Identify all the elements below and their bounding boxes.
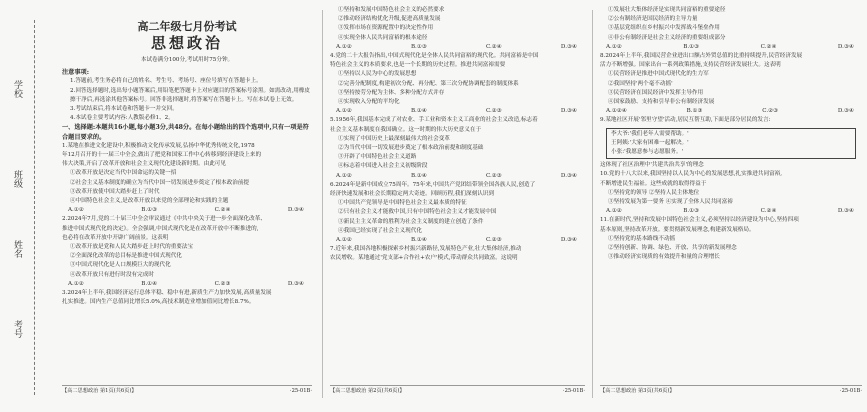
option-b: B.①④ xyxy=(410,237,427,244)
statement-line: ①坚持和发展中国特色社会主义的必然要求 xyxy=(338,7,445,13)
statement-line: ①中国共产党领导是中国特色社会主义最本质的特征 xyxy=(338,200,467,207)
option-d: D.③④ xyxy=(837,108,854,115)
statement-line: ②推动经济结构优化升级,促进高质量发展 xyxy=(338,16,441,23)
statement-line: ③改革开放使中国大踏步赶上了时代 xyxy=(70,188,160,195)
question-line: 7.近年来,我国各地积极探索乡村振兴新路径,发展特色产业,壮大集体经济,推动 xyxy=(330,246,522,253)
column-3 xyxy=(600,6,862,398)
statement-line: ③推动经济实现质的有效提升和量的合理增长 xyxy=(608,254,720,261)
exam-title: 高二年级七月份考试 xyxy=(137,20,237,33)
question-line: 1.某地在推进文化建设中,积极推动文化传承发展,弘扬中华优秀传统文化,1978 xyxy=(62,142,255,149)
option-b: B.①③ xyxy=(683,43,700,50)
statement-line: ②社会主义基本制度的确立为当代中国一切发展进步奠定了根本政治前提 xyxy=(70,179,250,186)
exam-meta: 本试卷满分100分,考试用时75分钟。 xyxy=(140,57,234,63)
option-a: A.①② xyxy=(336,172,352,179)
statement-line: ③基层党组织在乡村振兴中发挥战斗堡垒作用 xyxy=(608,25,720,32)
option-c: C.②④ xyxy=(760,208,777,215)
option-d: D.③④ xyxy=(560,237,577,244)
option-c: C.②③ xyxy=(485,108,502,115)
column-2 xyxy=(330,6,585,398)
option-a: A.①② xyxy=(336,237,352,244)
statement-line: ④中国特色社会主义,是改革开放以来党的全部理论和实践的主题 xyxy=(70,198,229,205)
binding-label-name: 姓名 xyxy=(12,240,22,258)
answer-options xyxy=(330,107,585,116)
column-divider xyxy=(322,10,323,398)
binding-label-number: 考号 xyxy=(12,320,22,338)
question-line: 11.在新时代,坚持和发展中国特色社会主义,必须坚持以经济建设为中心,坚持四项 xyxy=(600,217,799,224)
question-line: 3.2024年上半年,我国经济运行总体平稳、稳中有进,新质生产力加快发展,高质量发展 xyxy=(62,290,272,297)
question-line: 社会主义基本制度在我国确立。这一时期的伟大历史意义在于 xyxy=(330,126,482,133)
answer-options xyxy=(330,43,585,52)
binding-label-school: 学校 xyxy=(12,80,22,98)
statement-line: ③开辟了中国特色社会主义道路 xyxy=(338,154,417,161)
answer-options xyxy=(62,280,312,289)
statement-line: ②为当代中国一切发展进步奠定了根本政治前提和制度基础 xyxy=(338,145,484,152)
statement-line: ①坚持党的基本路线不动摇 xyxy=(608,235,676,242)
option-a: A.①② xyxy=(68,207,84,214)
option-c: C.②④ xyxy=(485,43,502,50)
binding-label-class: 班级 xyxy=(12,170,22,188)
question-line: 这体现了社区治理中'共建共治共享'的理念 xyxy=(600,162,704,169)
answer-options xyxy=(330,172,585,181)
statement-line: ③坚持按劳分配为主体、多种分配方式并存 xyxy=(338,89,445,96)
statement-line: ①民营经济是推进中国式现代化的生力军 xyxy=(608,71,709,78)
note-item: 1.答题前,考生务必将自己的姓名、考生号、考场号、座位号填写在答题卡上。 xyxy=(70,78,262,85)
quote-line: 王阿姨:'大家有困难一起解决。' xyxy=(611,139,689,146)
answer-options xyxy=(600,43,862,52)
note-item: 3.考试结束后,将本试卷和答题卡一并交回。 xyxy=(70,106,178,113)
question-line: 扎实推进。国内生产总值同比增长5.0%,高技术制造业增加值同比增长8.7%。 xyxy=(62,299,255,306)
option-c: C.②③ xyxy=(485,237,502,244)
statement-line: ①坚持党的领导 ②坚持人民主体地位 xyxy=(608,189,700,196)
option-b: B.①④ xyxy=(410,108,427,115)
option-c: C.②④ xyxy=(760,43,777,50)
statement-line: ④实现全体人民共同富裕的根本途径 xyxy=(338,34,428,41)
question-line: 5.1956年,我国基本完成了对农业、手工业和资本主义工商业的社会主义改造,标志着 xyxy=(330,117,538,124)
statement-line: ①坚持以人民为中心的发展思想 xyxy=(338,71,417,78)
footer-page-label: 【高二思想政治 第1页(共6页)】 xyxy=(62,387,137,394)
option-d: D.③④ xyxy=(560,108,577,115)
footer-page-label: 【高二思想政治 第2页(共6页)】 xyxy=(330,387,405,394)
option-a: A.①② xyxy=(336,43,352,50)
question-line: 农民增收。某地通过'党支部+合作社+农户'模式,带动群众共同致富。这说明 xyxy=(330,255,518,262)
question-line: 10.党的十八大以来,我国坚持以人民为中心的发展思想,扎实推进共同富裕, xyxy=(600,171,783,178)
option-c: C.②③ xyxy=(214,280,231,287)
statement-line: ④非公有制经济是社会主义经济的重要组成部分 xyxy=(608,34,726,41)
statement-line: ③发挥市场在资源配置中的决定性作用 xyxy=(338,25,434,32)
option-a: A.①② xyxy=(606,208,622,215)
statement-line: ②我国坚持'两个毫不动摇' xyxy=(608,80,673,87)
question-line: 经济快速发展和社会长期稳定两大奇迹。回顾历程,我们深刻认识到 xyxy=(330,191,494,198)
question-line: 基本原则,坚持改革开放。要贯彻新发展理念,构建新发展格局。 xyxy=(600,226,755,233)
answer-options xyxy=(600,107,862,116)
footer-page-label: 【高二思想政治 第3页(共6页)】 xyxy=(600,387,675,394)
question-line: 9.某地社区开展'邻里守望'活动,居民互帮互助,下面是部分居民的发言: xyxy=(600,117,771,124)
question-line: 伟大决策,开启了改革开放和社会主义现代化建设新时期。由此可见 xyxy=(62,161,226,168)
footer-code: ·25-01B· xyxy=(562,387,585,394)
statement-line: ④改革开放只有进行时没有完成时 xyxy=(70,271,154,278)
option-d: D.③④ xyxy=(287,280,304,287)
option-d: D.③④ xyxy=(837,43,854,50)
statement-line: ②公有制经济是国民经济的主导力量 xyxy=(608,16,698,23)
question-line: 2.2024年7月,党的二十届三中全会审议通过《中共中央关于进一步全面深化改革、 xyxy=(62,216,266,223)
note-item: 2.回答选择题时,选出每小题答案后,用铅笔把答题卡上对应题目的答案标号涂黑。如需改动,用橡皮擦干净后,再选涂其他答案标号。回答非选择题时,将答案写在答题卡上。写在本试卷上无效。 xyxy=(70,87,311,103)
page-footer xyxy=(330,385,585,396)
statement-line: ②完善分配制度,构建初次分配、再分配、第三次分配协调配套的制度体系 xyxy=(338,80,519,87)
binding-strip xyxy=(4,20,48,395)
column-1 xyxy=(62,6,312,398)
footer-code: ·25-01B· xyxy=(839,387,862,394)
statement-line: ③新民主主义革命的胜利为社会主义制度的建立创造了条件 xyxy=(338,218,484,225)
statement-line: ④我国已经实现了社会主义现代化 xyxy=(338,227,422,234)
answer-options xyxy=(600,207,862,216)
option-b: B.①③ xyxy=(686,108,703,115)
question-line: 也必将在改革开放中开辟广阔前景。这表明 xyxy=(62,234,169,241)
quote-line: 小张:'我愿意参与志愿服务。' xyxy=(611,149,684,156)
column-divider xyxy=(592,10,593,398)
statement-line: ①改革开放是党和人民大踏步赶上时代的重要法宝 xyxy=(70,244,194,251)
statement-line: ④国家鼓励、支持和引导非公有制经济发展 xyxy=(608,99,715,106)
option-d: D.③④ xyxy=(287,207,304,214)
option-d: D.③④ xyxy=(560,43,577,50)
notes-heading: 注意事项: xyxy=(62,69,90,77)
question-line: 年12月召开的十一届三中全会,做出了把党和国家工作中心转移到经济建设上来的 xyxy=(62,152,262,159)
option-c: C.②③ xyxy=(762,108,779,115)
statement-line: ②只有社会主义才能救中国,只有中国特色社会主义才能发展中国 xyxy=(338,209,497,216)
question-line: 特色社会主义的本质要求,也是一个长期的历史过程。推进共同富裕需要 xyxy=(330,62,506,69)
statement-line: ④实现收入分配的平均化 xyxy=(338,99,400,106)
note-item: 4.本试卷主要考试内容:人教版必修1、2。 xyxy=(70,115,174,122)
option-a: A.①② xyxy=(68,280,84,287)
exam-subject: 思想政治 xyxy=(150,34,223,52)
option-c: C.②③ xyxy=(485,172,502,179)
quote-box xyxy=(606,128,856,160)
option-a: A.①② xyxy=(606,43,622,50)
question-line: 6.2024年是新中国成立75周年。75年来,中国共产党团结带领全国各族人民,创造了 xyxy=(330,181,536,188)
question-line: 推进中国式现代化的决定》。全会强调,中国式现代化是在改革开放中不断推进的, xyxy=(62,225,259,232)
option-c: C.②④ xyxy=(214,207,231,214)
question-line: 活力不断增强。国家出台一系列政策措施,支持民营经济发展壮大。这表明 xyxy=(600,62,781,69)
statement-line: ③中国式现代化是人口规模巨大的现代化 xyxy=(70,262,171,269)
statement-line: ②全面深化改革的总目标是推进中国式现代化 xyxy=(70,253,182,260)
statement-line: ③坚持发展为第一要务 ④实现了全体人民共同富裕 xyxy=(608,199,733,206)
answer-options xyxy=(62,206,312,215)
footer-code: ·25-01B· xyxy=(289,387,312,394)
option-a: A.①② xyxy=(336,108,352,115)
question-line: 8.2024年上半年,我国民营企业进出口额占外贸总值的比重持续提升,民营经济发展 xyxy=(600,53,803,60)
option-b: B.①③ xyxy=(410,43,427,50)
quote-line: 李大爷:'我们老年人需要帮助。' xyxy=(611,130,689,137)
section-heading: 一、选择题:本题共16小题,每小题3分,共48分。在每小题给出的四个选项中,只有一项是符合题目要求的。 xyxy=(62,124,309,141)
statement-line: ①改革开放是决定当代中国命运的关键一招 xyxy=(70,170,177,177)
answer-options xyxy=(330,236,585,245)
page-footer xyxy=(600,385,862,396)
option-d: D.③④ xyxy=(560,172,577,179)
statement-line: ②坚持创新、协调、绿色、开放、共享的新发展理念 xyxy=(608,245,737,252)
question-line: 4.党的二十大报告指出,中国式现代化是全体人民共同富裕的现代化。共同富裕是中国 xyxy=(330,53,539,60)
statement-line: ①实现了中国历史上最深刻最伟大的社会变革 xyxy=(338,135,450,142)
statement-line: ①发展壮大集体经济是实现共同富裕的重要途径 xyxy=(608,7,726,13)
option-b: B.①④ xyxy=(410,172,427,179)
option-b: B.①④ xyxy=(141,280,158,287)
page-footer xyxy=(62,385,312,396)
option-b: B.①③ xyxy=(141,207,158,214)
question-line: 不断增进民生福祉。这些成就的取得得益于 xyxy=(600,180,707,187)
statement-line: ③民营经济在国民经济中发挥主导作用 xyxy=(608,89,704,96)
option-a: A.①②④ xyxy=(606,108,627,115)
option-b: B.①③ xyxy=(683,208,700,215)
statement-line: ④标志着中国进入社会主义初级阶段 xyxy=(338,163,428,170)
option-d: D.③④ xyxy=(837,208,854,215)
binding-line xyxy=(34,20,35,395)
